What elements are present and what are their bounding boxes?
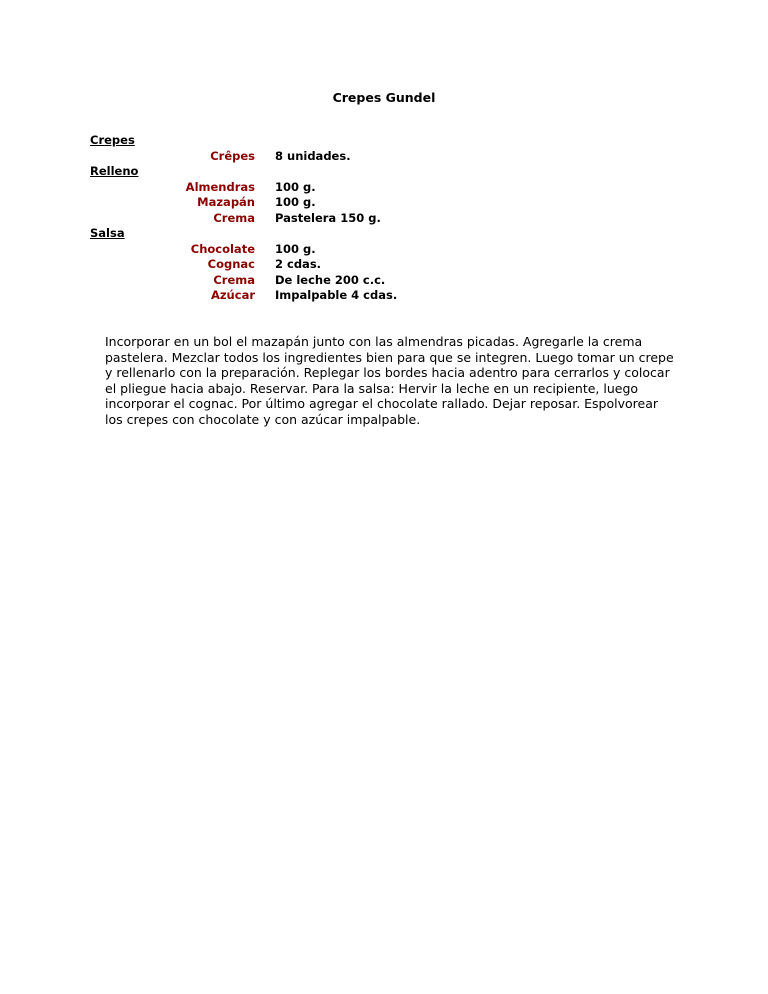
ingredient-amount: Impalpable 4 cdas. <box>275 288 398 302</box>
page-title: Crepes Gundel <box>332 90 436 105</box>
ingredient-row <box>90 273 690 289</box>
ingredient-amount: Pastelera 150 g. <box>275 210 381 225</box>
ingredient-row <box>90 211 690 227</box>
ingredient-amount: 8 unidades. <box>275 148 351 163</box>
ingredient-name: Chocolate <box>190 241 255 256</box>
ingredient-row <box>90 257 690 273</box>
ingredient-name: Almendras <box>185 179 255 194</box>
ingredient-amount: 100 g. <box>275 179 316 194</box>
ingredient-name: Crema <box>213 272 255 287</box>
ingredient-amount: 100 g. <box>275 195 316 209</box>
instructions-paragraph: Incorporar en un bol el mazapán junto con las almendras picadas. Agregarle la crema pastelera. Mezclar todos los ingredientes bien para que se integren. Luego tomar un crepe y rellenarlo con la preparación. Replegar los bordes hacia adentro para cerrarlos y colocar el pliegue hacia abajo. Reservar. Para la salsa: Hervir la leche en un recipiente, luego incorporar el cognac. Por último agregar el chocolate rallado. Dejar reposar. Espolvorear los crepes con chocolate y con azúcar impalpable. <box>105 334 674 427</box>
ingredient-row <box>90 195 690 211</box>
ingredient-amount: 100 g. <box>275 241 316 256</box>
ingredient-name: Mazapán <box>197 195 255 209</box>
section-title-salsa: Salsa <box>90 226 125 240</box>
ingredient-amount: De leche 200 c.c. <box>275 272 386 287</box>
ingredient-name: Azúcar <box>210 288 255 302</box>
ingredient-list <box>90 133 690 304</box>
section-title-relleno: Relleno <box>90 164 139 178</box>
section-title-crepes: Crepes <box>90 133 135 147</box>
ingredient-name: Crema <box>213 210 255 225</box>
ingredient-row <box>90 242 690 258</box>
ingredient-name: Crêpes <box>210 148 255 163</box>
ingredient-row <box>90 288 690 304</box>
ingredient-row <box>90 180 690 196</box>
ingredient-row <box>90 149 690 165</box>
ingredient-name: Cognac <box>207 257 255 271</box>
ingredient-amount: 2 cdas. <box>275 257 322 271</box>
